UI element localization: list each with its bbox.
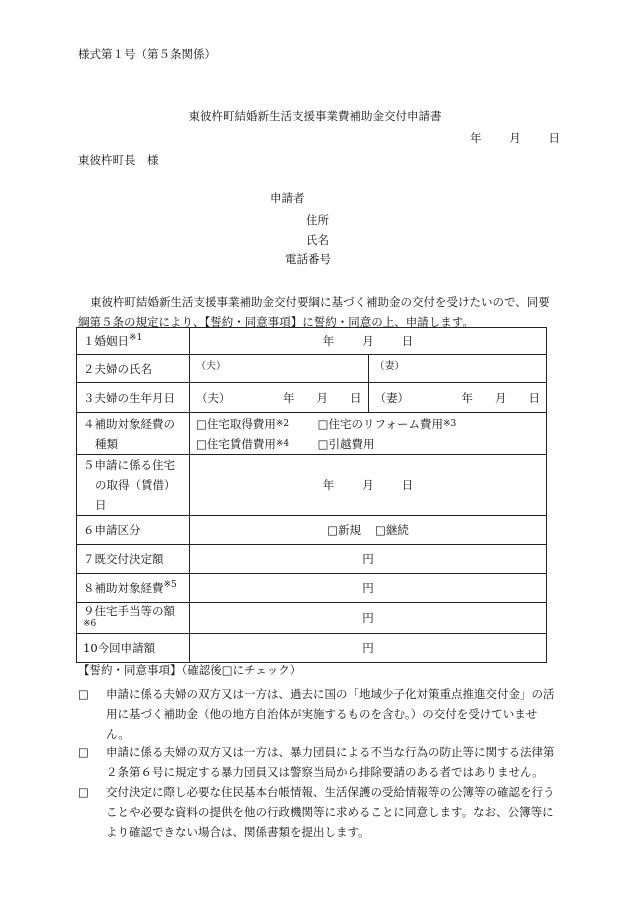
applicant-name-label: 氏名 xyxy=(306,233,329,247)
pledge-item-1 xyxy=(78,684,556,744)
granted-amount-field[interactable]: 円 xyxy=(190,545,547,574)
birthdates-label: ３夫婦の生年月日 xyxy=(77,383,190,413)
row-acquisition-date xyxy=(77,455,547,516)
checkbox-moving-cost[interactable]: □引越費用 xyxy=(317,436,375,451)
expense-types-field xyxy=(190,413,547,455)
checkbox-new[interactable]: □新規 xyxy=(327,523,361,537)
expense-types-label: ４補助対象経費の 種類 xyxy=(77,413,190,455)
pledge-item-2 xyxy=(78,742,556,782)
pledge-text-1: 申請に係る夫婦の双方又は一方は、過去に国の「地域少子化対策重点推進交付金」の活用に基づく補助金（他の地方自治体が実施するものを含む。）の交付を受けていません。 xyxy=(106,687,555,741)
applicant-phone-label: 電話番号 xyxy=(285,252,331,266)
pledge-checkbox-1[interactable]: □ xyxy=(78,687,89,701)
marriage-date-label: １婚姻日$^{※1}$ xyxy=(77,328,190,355)
pledge-text-3: 交付決定に際し必要な住民基本台帳情報、生活保護の受給情報等の公簿等の確認を行うことや必要な資料の提供を他の行政機関等に求めることに同意します。なお、公簿等により確認できない場合は、関係書類を提出します。 xyxy=(106,785,555,839)
addressee: 東彼杵町長 様 xyxy=(78,153,159,167)
granted-amount-label: ７既交付決定額 xyxy=(77,545,190,574)
acquisition-date-label: ５申請に係る住宅 の取得（賃借）日 xyxy=(77,455,190,516)
application-table xyxy=(76,327,547,663)
checkbox-housing-acquisition[interactable]: □住宅取得費用$^{※2}$ xyxy=(196,416,290,431)
row-eligible-expense xyxy=(77,574,547,603)
application-date xyxy=(470,130,560,146)
husband-birthdate-field[interactable]: （夫） 年 月 日 xyxy=(190,383,369,413)
row-granted-amount xyxy=(77,545,547,574)
couple-names-label: ２夫婦の氏名 xyxy=(77,355,190,383)
applicant-label: 申請者 xyxy=(270,191,305,205)
pledge-checkbox-3[interactable]: □ xyxy=(78,785,89,799)
application-type-label: ６申請区分 xyxy=(77,516,190,545)
wife-birthdate-field[interactable]: （妻） 年 月 日 xyxy=(368,383,547,413)
husband-name-field[interactable]: （夫） xyxy=(190,355,369,383)
eligible-expense-field[interactable]: 円 xyxy=(190,574,547,603)
date-month: 月 xyxy=(509,131,521,145)
acquisition-date-field[interactable]: 年 月 日 xyxy=(190,455,547,516)
row-birthdates xyxy=(77,383,547,413)
checkbox-continue[interactable]: □継続 xyxy=(375,523,409,537)
document-title: 東彼杵町結婚新生活支援事業費補助金交付申請書 xyxy=(188,109,442,123)
row-housing-allowance xyxy=(77,603,547,634)
wife-name-field[interactable]: （妻） xyxy=(368,355,547,383)
row-expense-types xyxy=(77,413,547,455)
housing-allowance-label: ９住宅手当等の額$^{※6}$ xyxy=(77,603,190,634)
checkbox-housing-reform[interactable]: □住宅のリフォーム費用$^{※3}$ xyxy=(317,416,457,431)
date-day: 日 xyxy=(548,131,560,145)
housing-allowance-field[interactable]: 円 xyxy=(190,603,547,634)
eligible-expense-label: ８補助対象経費$^{※5}$ xyxy=(77,574,190,603)
row-request-amount xyxy=(77,634,547,663)
row-couple-names xyxy=(77,355,547,383)
row-marriage-date xyxy=(77,328,547,355)
pledge-text-2: 申請に係る夫婦の双方又は一方は、暴力団員による不当な行為の防止等に関する法律第２条第６号に規定する暴力団員又は警察当局から排除要請のある者ではありません。 xyxy=(106,745,555,779)
request-amount-label: 10今回申請額 xyxy=(77,634,190,663)
pledge-title: 【誓約・同意事項】（確認後□にチェック） xyxy=(78,663,302,677)
row-application-type xyxy=(77,516,547,545)
intro-paragraph: 東彼杵町結婚新生活支援事業補助金交付要綱に基づく補助金の交付を受けたいので、同要綱第５条の規定により、【誓約・同意事項】に誓約・同意の上、申請します。 xyxy=(78,295,550,329)
pledge-checkbox-2[interactable]: □ xyxy=(78,745,89,759)
checkbox-housing-rent[interactable]: □住宅賃借費用$^{※4}$ xyxy=(196,436,290,451)
date-year: 年 xyxy=(470,131,482,145)
application-type-field xyxy=(190,516,547,545)
marriage-date-field[interactable]: 年 月 日 xyxy=(190,328,547,355)
pledge-item-3 xyxy=(78,782,556,842)
request-amount-field[interactable]: 円 xyxy=(190,634,547,663)
form-number: 様式第１号（第５条関係） xyxy=(78,47,216,61)
applicant-address-label: 住所 xyxy=(306,213,329,227)
